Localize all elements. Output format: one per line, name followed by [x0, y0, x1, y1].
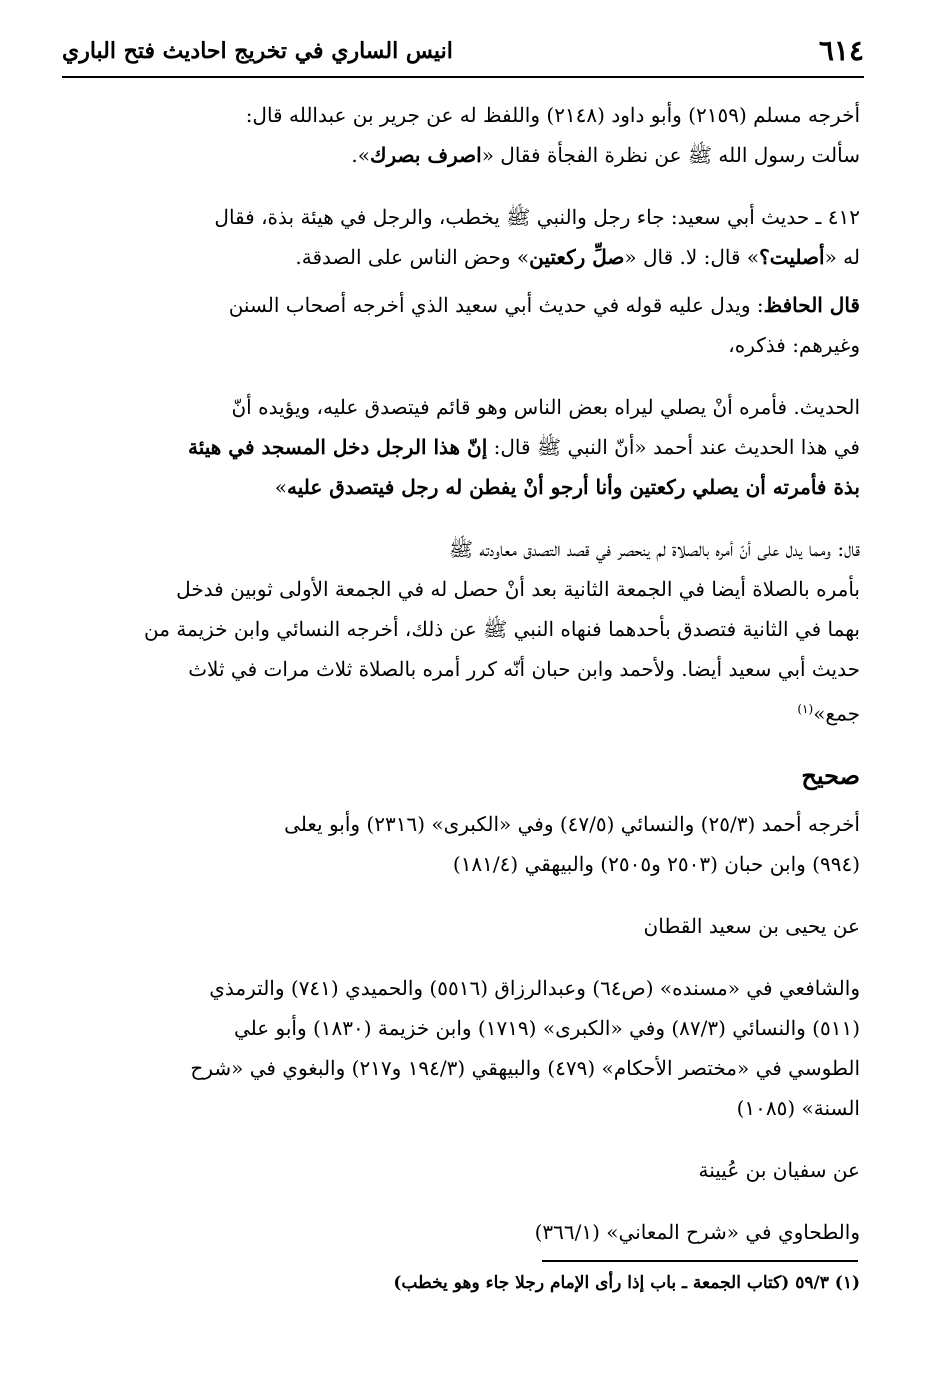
section-heading: صحيح: [801, 760, 860, 790]
text-line: (٩٩٤) وابن حبان (٢٥٠٣ و٢٥٠٥) والبيهقي (١٨١/٤): [452, 851, 860, 876]
footnote: (١) ٥٩/٣ (كتاب الجمعة ـ باب إذا رأى الإمام رجلا جاء وهو يخطب): [393, 1273, 860, 1293]
running-title: انيس الساري في تخريج احاديث فتح الباري: [62, 38, 453, 64]
text-line: الحديث. فأمره أنْ يصلي ليراه بعض الناس وهو قائم فيتصدق عليه، ويؤيده أنّ: [231, 395, 860, 419]
bold-text: قال الحافظ: [763, 293, 860, 317]
text-run: » وحض الناس على الصدقة.: [295, 245, 530, 269]
text-line: وغيرهم: فذكره،: [728, 333, 860, 357]
text-run: جمع»: [813, 701, 860, 726]
main-text: [66, 95, 860, 1260]
bold-text: صلِّ ركعتين: [529, 245, 625, 269]
text-line: قال: ومما يدل على أنّ أمره بالصلاة لم ينحصر في قصد التصدق معاودته ﷺ: [448, 537, 860, 561]
footnote-marker: (١): [797, 702, 814, 716]
text-line: (٥١١) والنسائي (٨٧/٣) وفي «الكبرى» (١٧١٩) وابن خزيمة (١٨٣٠) وأبو علي: [233, 1015, 860, 1040]
text-line: أخرجه مسلم (٢١٥٩) وأبو داود (٢١٤٨) واللفظ له عن جرير بن عبدالله قال:: [245, 103, 860, 127]
text-line: بهما في الثانية فتصدق بأحدهما فنهاه النبي ﷺ عن ذلك، أخرجه النسائي وابن خزيمة من: [144, 617, 860, 641]
text-line: أخرجه أحمد (٢٥/٣) والنسائي (٤٧/٥) وفي «الكبرى» (٢٣١٦) وأبو يعلى: [284, 811, 860, 836]
commentary-paragraph: [66, 529, 860, 734]
page-header: [62, 30, 864, 78]
text-run: في هذا الحديث عند أحمد «أنّ النبي ﷺ قال:: [487, 435, 860, 459]
bold-text: اصرف بصرك: [369, 143, 482, 167]
text-line: [66, 285, 860, 325]
text-line: حديث أبي سعيد أيضا. ولأحمد وابن حبان أنّه كرر أمره بالصلاة ثلاث مرات في ثلاث: [188, 657, 860, 681]
hadith-412: [66, 197, 860, 277]
text-line: عن يحيى بن سعيد القطان: [643, 913, 860, 938]
text-run: » قال: لا. قال «: [624, 245, 760, 269]
text-run: ».: [351, 143, 370, 167]
text-line: ٤١٢ ـ حديث أبي سعيد: جاء رجل والنبي ﷺ يخطب، والرجل في هيئة بذة، فقال: [214, 205, 860, 229]
text-run: : ويدل عليه قوله في حديث أبي سعيد الذي أخرجه أصحاب السنن: [228, 293, 764, 317]
takhrij-paragraph: [66, 804, 860, 884]
text-line: بأمره بالصلاة أيضا في الجمعة الثانية بعد أنْ حصل له في الجمعة الأولى ثوبين فدخل: [176, 577, 860, 601]
text-run: سألت رسول الله ﷺ عن نظرة الفجأة فقال «: [481, 143, 860, 167]
footnote-divider: [542, 1260, 858, 1262]
chain-line: [66, 906, 860, 946]
paragraph-muslim: [66, 95, 860, 175]
takhrij-paragraph: [66, 968, 860, 1128]
text-line: والطحاوي في «شرح المعاني» (٣٦٦/١): [534, 1219, 860, 1244]
bold-text: أصليت؟: [759, 245, 825, 269]
text-line: [66, 237, 860, 277]
text-line: والشافعي في «مسنده» (ص٦٤) وعبدالرزاق (٥٥١٦) والحميدي (٧٤١) والترمذي: [209, 975, 860, 1000]
text-line: السنة» (١٠٨٥): [736, 1095, 860, 1120]
bold-text: إنّ هذا الرجل دخل المسجد في هيئة: [188, 435, 488, 459]
text-line: [66, 427, 860, 467]
hafiz-comment: [66, 285, 860, 365]
text-run: »: [274, 475, 287, 499]
chain-line: [66, 1150, 860, 1190]
text-line: [66, 689, 860, 734]
hadith-quote: [66, 387, 860, 507]
text-run: له «: [824, 245, 860, 269]
bold-text: بذة فأمرته أن يصلي ركعتين وأنا أرجو أنْ يفطن له رجل فيتصدق عليه: [287, 475, 860, 499]
text-line: الطوسي في «مختصر الأحكام» (٤٧٩) والبيهقي (١٩٤/٣ و٢١٧) والبغوي في «شرح: [190, 1055, 860, 1080]
page-number: ٦١٤: [818, 34, 864, 67]
text-line: عن سفيان بن عُيينة: [698, 1157, 860, 1182]
text-line: [66, 467, 860, 507]
text-line: [66, 135, 860, 175]
takhrij-paragraph: [66, 1212, 860, 1252]
